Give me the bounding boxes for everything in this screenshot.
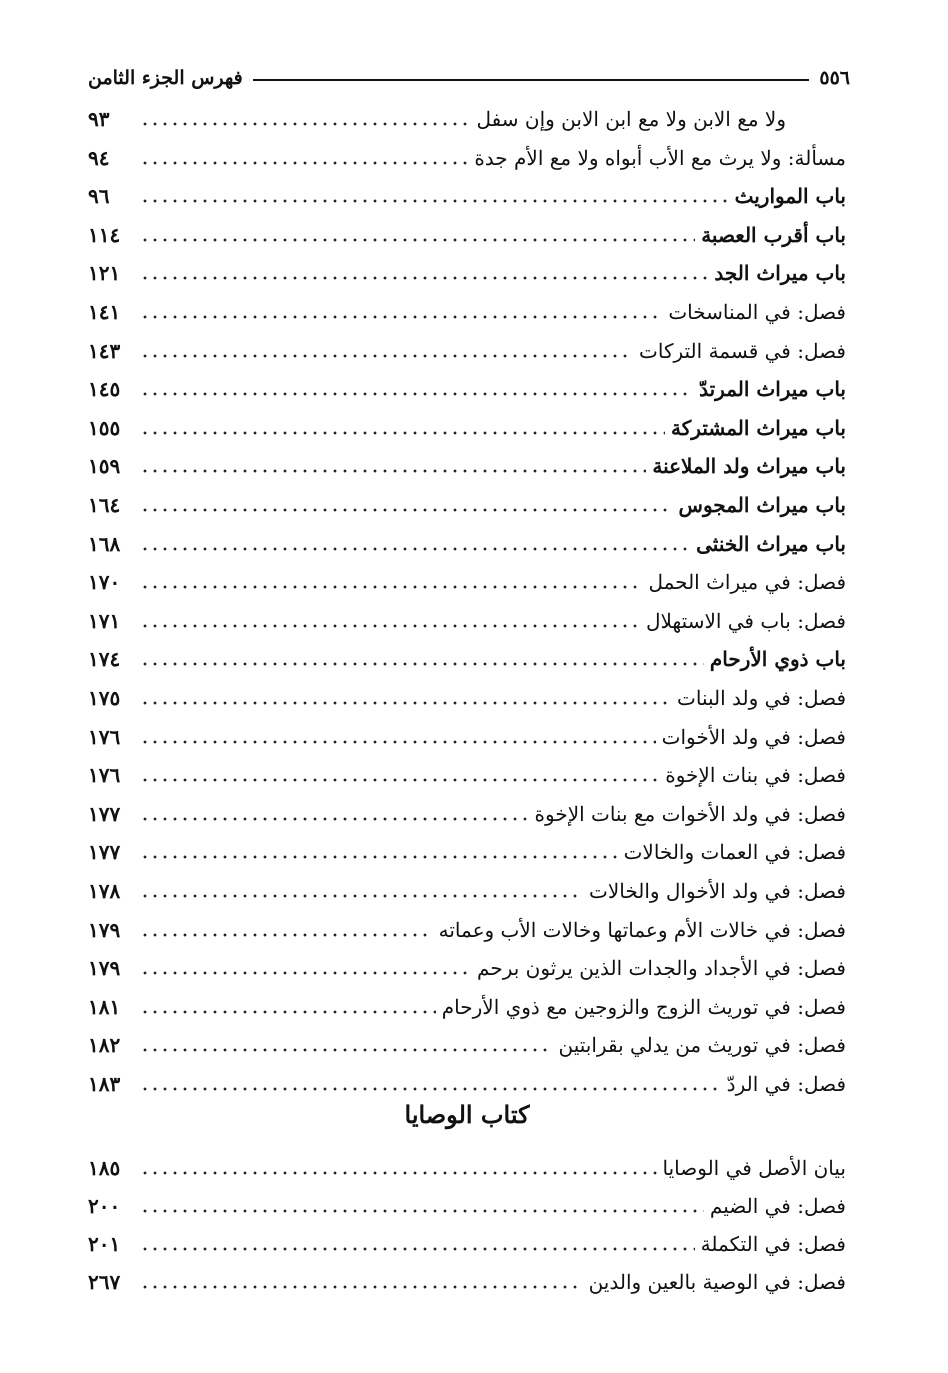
toc-entry-title: فصل: في الضيم xyxy=(709,1194,846,1218)
toc-entry-page: ١٨٥ xyxy=(88,1156,121,1180)
toc-entry-page: ٢٠٠ xyxy=(88,1194,121,1218)
toc-entry xyxy=(88,178,846,214)
dot-leader xyxy=(140,314,662,320)
dot-leader xyxy=(140,1009,436,1015)
toc-entry-title: فصل: في خالات الأم وعماتها وخالات الأب وعماته xyxy=(438,917,846,942)
toc-entry-title: فصل: في توريث من يدلي بقرابتين xyxy=(558,1033,846,1058)
dot-leader xyxy=(140,1284,583,1290)
toc-entry-title: فصل: باب في الاستهلال xyxy=(645,608,846,633)
toc-entry-page: ١٨٣ xyxy=(88,1072,121,1096)
toc-entry-title: فصل: في التكملة xyxy=(700,1232,846,1256)
toc-entry-page: ١٥٥ xyxy=(88,415,121,440)
toc-entry xyxy=(88,1150,846,1186)
toc-entry-page: ٢٦٧ xyxy=(88,1270,121,1294)
dot-leader xyxy=(140,816,529,822)
toc-entry xyxy=(88,989,846,1025)
toc-entry-page: ٩٤ xyxy=(88,145,110,170)
dot-leader xyxy=(140,198,729,204)
toc-entry xyxy=(88,1188,846,1224)
toc-entry-title: فصل: في الوصية بالعين والدين xyxy=(588,1270,846,1294)
toc-entry xyxy=(88,448,846,484)
toc-entry-title: فصل: في الردّ xyxy=(726,1072,846,1096)
header-running-title: فهرس الجزء الثامن xyxy=(88,67,243,89)
toc-entry xyxy=(88,641,846,677)
toc-entry-page: ١٦٨ xyxy=(88,531,121,556)
header-rule xyxy=(253,79,810,81)
toc-entry xyxy=(88,796,846,832)
toc-entry xyxy=(88,140,846,176)
header-page-number: ٥٥٦ xyxy=(819,67,850,89)
toc-entry-title: باب ميراث المرتدّ xyxy=(699,377,846,402)
dot-leader xyxy=(140,1246,695,1252)
dot-leader xyxy=(140,468,646,474)
toc-entry xyxy=(88,680,846,716)
toc-entry-page: ١٧٦ xyxy=(88,724,121,749)
dot-leader xyxy=(140,1086,721,1092)
dot-leader xyxy=(140,430,665,436)
toc-entry-title: فصل: في ولد البنات xyxy=(677,686,846,710)
dot-leader xyxy=(140,1208,704,1214)
dot-leader xyxy=(140,932,433,938)
toc-entry-page: ٩٣ xyxy=(88,107,110,131)
toc-entry xyxy=(88,873,846,909)
toc-entry-title: بيان الأصل في الوصايا xyxy=(662,1156,846,1180)
toc-entry-title: باب أقرب العصبة xyxy=(701,222,846,247)
toc-entry-page: ١٤١ xyxy=(88,300,121,324)
dot-leader xyxy=(140,507,673,513)
toc-entry-page: ١٧٧ xyxy=(88,801,121,826)
toc-entry-title: باب ذوي الأرحام xyxy=(709,647,846,672)
dot-leader xyxy=(140,970,471,976)
toc-entry-title: فصل: في توريث الزوج والزوجين مع ذوي الأرحام xyxy=(441,994,846,1019)
toc-entry-title: باب ميراث المشتركة xyxy=(671,415,846,440)
toc-entry-title: فصل: في ولد الأخوال والخالات xyxy=(589,879,846,903)
toc-entry-page: ١٧١ xyxy=(88,608,121,633)
toc-entry-title: فصل: في العمات والخالات xyxy=(623,840,846,865)
toc-entry-title: مسألة: ولا يرث مع الأب أبواه ولا مع الأم جدة xyxy=(474,145,846,170)
toc-entry xyxy=(88,1027,846,1063)
toc-entry xyxy=(88,1226,846,1262)
dot-leader xyxy=(140,777,659,783)
dot-leader xyxy=(140,1047,553,1053)
toc-entry xyxy=(88,912,846,948)
toc-entry xyxy=(88,217,846,253)
toc-entry-page: ١٧٧ xyxy=(88,840,121,865)
dot-leader xyxy=(140,237,695,243)
toc-entry-page: ٩٦ xyxy=(88,184,110,209)
toc-entry-page: ١٧٠ xyxy=(88,570,121,595)
toc-entry xyxy=(88,487,846,523)
toc-entry xyxy=(88,410,846,446)
toc-entry-page: ١٤٣ xyxy=(88,338,121,363)
dot-leader xyxy=(140,893,583,899)
toc-entry xyxy=(88,1066,846,1102)
dot-leader xyxy=(140,623,640,629)
toc-entry xyxy=(88,294,846,330)
dot-leader xyxy=(140,121,471,127)
toc-entry xyxy=(88,1264,846,1300)
dot-leader xyxy=(140,700,671,706)
toc-entry-page: ١٧٥ xyxy=(88,686,121,710)
toc-entry-page: ١٢١ xyxy=(88,261,121,286)
toc-entry xyxy=(88,255,846,291)
toc-entry-title: فصل: في ميراث الحمل xyxy=(648,570,846,595)
toc-entry-title: فصل: في المناسخات xyxy=(668,300,846,324)
dot-leader xyxy=(140,391,693,397)
toc-entry xyxy=(88,371,846,407)
toc-entry xyxy=(88,333,846,369)
toc-entry-title: فصل: في ولد الأخوات مع بنات الإخوة xyxy=(534,801,846,826)
toc-entry-page: ١٥٩ xyxy=(88,454,121,479)
toc-entry xyxy=(88,834,846,870)
toc-entry-page: ١٧٩ xyxy=(88,917,121,942)
dot-leader xyxy=(140,275,708,281)
toc-entry xyxy=(88,603,846,639)
toc-entry xyxy=(88,719,846,755)
toc-entry-page: ١٨١ xyxy=(88,994,121,1019)
dot-leader xyxy=(140,546,690,552)
toc-entry xyxy=(88,950,846,986)
toc-entry xyxy=(88,101,846,137)
dot-leader xyxy=(140,584,642,590)
toc-entry-page: ٢٠١ xyxy=(88,1232,121,1256)
section-heading: كتاب الوصايا xyxy=(404,1100,530,1129)
toc-entry-title: باب ميراث ولد الملاعنة xyxy=(652,454,846,479)
toc-entry xyxy=(88,757,846,793)
toc-entry-page: ١٨٢ xyxy=(88,1033,121,1058)
page-header xyxy=(88,60,850,96)
toc-entry-title: فصل: في ولد الأخوات xyxy=(661,724,846,749)
toc-entry-title: باب ميراث الخنثى xyxy=(696,531,846,556)
dot-leader xyxy=(140,160,468,166)
toc-entry-page: ١٧٨ xyxy=(88,879,121,903)
dot-leader xyxy=(140,1170,657,1176)
toc-entry-title: فصل: في الأجداد والجدات الذين يرثون برحم xyxy=(477,956,846,981)
toc-entry-page: ١٧٤ xyxy=(88,647,121,672)
dot-leader xyxy=(140,661,704,667)
dot-leader xyxy=(140,739,656,745)
dot-leader xyxy=(140,353,633,359)
toc-entry-title: فصل: في قسمة التركات xyxy=(639,338,846,363)
toc-entry-title: ولا مع الابن ولا مع ابن الابن وإن سفل xyxy=(476,107,786,131)
toc-entry-page: ١٦٤ xyxy=(88,493,121,517)
toc-entry-page: ١٧٩ xyxy=(88,956,121,981)
toc-entry xyxy=(88,526,846,562)
toc-entry-page: ١٧٦ xyxy=(88,763,121,788)
toc-entry-title: باب ميراث الجد xyxy=(714,261,846,286)
toc-entry xyxy=(88,564,846,600)
dot-leader xyxy=(140,854,618,860)
toc-entry-title: باب المواريث xyxy=(734,184,846,209)
toc-entry-page: ١١٤ xyxy=(88,222,121,247)
toc-entry-page: ١٤٥ xyxy=(88,377,121,402)
toc-entry-title: فصل: في بنات الإخوة xyxy=(665,763,846,788)
toc-entry-title: باب ميراث المجوس xyxy=(678,493,846,517)
